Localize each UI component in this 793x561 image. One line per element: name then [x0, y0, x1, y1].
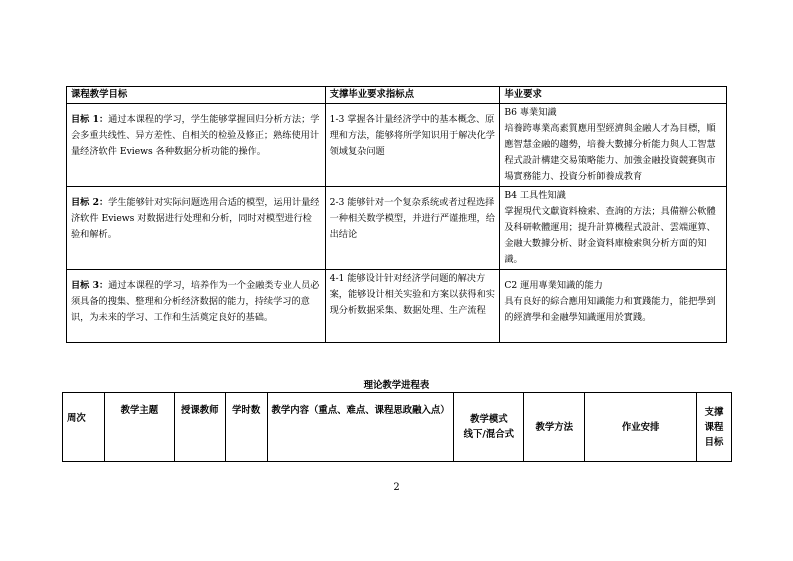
header-course-objectives: 课程教学目标 — [67, 87, 326, 104]
header-hours: 学时数 — [225, 393, 267, 462]
table-row — [67, 187, 727, 270]
schedule-title: 理论教学进程表 — [363, 380, 430, 391]
header-method: 教学方法 — [524, 393, 585, 462]
schedule-header-row — [63, 393, 732, 462]
requirement-text: 培養跨專業高素質應用型經濟與金融人才為目標，順應智慧金融的趨勢，培養大數據分析能力與人工智慧程式設計構建交易策略能力、加強金融投資競賽與市場實務能力、投資分析師養成教育 — [504, 123, 716, 182]
header-indicator-points: 支撑毕业要求指标点 — [325, 87, 500, 104]
table-row — [67, 104, 727, 187]
requirement-cell — [500, 270, 727, 343]
objective-text: 通过本课程的学习，培养作为一个金融类专业人员必须具备的搜集、整理和分析经济数据的能力，持续学习的意识，为未来的学习、工作和生活奠定良好的基础。 — [71, 280, 320, 323]
header-support-line3: 目标 — [704, 436, 724, 448]
header-support-line1: 支撑 — [704, 406, 724, 418]
objective-text: 通过本课程的学习，学生能够掌握回归分析方法；学会多重共线性、异方差性、自相关的检验及修正；熟练使用计量经济软件 Eviews 各种数据分析功能的操作。 — [71, 114, 320, 157]
indicator-cell: 2-3 能够针对一个复杂系统或者过程选择一种相关数学模型，并进行严谨推理，给出结论 — [325, 187, 500, 270]
header-mode-line2: 线下/混合式 — [463, 429, 514, 440]
requirement-text: 掌握現代文獻資料檢索、查詢的方法；具備辦公軟體及科研軟體運用；提升計算機程式設計、雲端運算、金融大數據分析、財金資料庫檢索與分析方面的知 識。 — [504, 206, 716, 265]
header-support-line2: 课程 — [704, 421, 724, 433]
requirement-cell — [500, 187, 727, 270]
header-week: 周次 — [63, 393, 105, 462]
header-teacher: 授课教师 — [174, 393, 225, 462]
requirement-title: B6 專業知識 — [504, 107, 557, 118]
objective-text: 学生能够针对实际问题选用合适的模型，运用计量经济软件 Eviews 对数据进行处理和分析，同时对模型进行检验和解析。 — [71, 197, 320, 240]
objective-cell — [67, 187, 326, 270]
requirement-title: C2 運用專業知識的能力 — [504, 280, 603, 291]
table-row — [67, 270, 727, 343]
requirement-text: 具有良好的綜合應用知識能力和實踐能力，能把學到的經濟學和金融學知識運用於實踐。 — [504, 296, 716, 323]
objective-cell — [67, 104, 326, 187]
indicator-cell: 4-1 能够设计针对经济学问题的解决方案，能够设计相关实验和方案以获得和实现分析数据采集、数据处理、生产流程 — [325, 270, 500, 343]
objective-label: 目标 1： — [71, 114, 109, 125]
header-content: 教学内容（重点、难点、课程思政融入点） — [267, 393, 454, 462]
requirement-title: B4 工具性知識 — [504, 190, 566, 201]
header-support-objective — [696, 393, 731, 462]
page-number: 2 — [393, 482, 400, 493]
objective-label: 目标 3： — [71, 280, 109, 291]
header-theme: 教学主题 — [104, 393, 174, 462]
requirement-cell — [500, 104, 727, 187]
header-mode-line1: 教学模式 — [470, 414, 508, 425]
objectives-table — [66, 86, 727, 343]
objective-label: 目标 2： — [71, 197, 109, 208]
schedule-table — [62, 392, 732, 462]
header-homework: 作业安排 — [585, 393, 697, 462]
objective-cell — [67, 270, 326, 343]
indicator-cell: 1-3 掌握各计量经济学中的基本概念、原理和方法，能够将所学知识用于解决化学领域复杂问题 — [325, 104, 500, 187]
objectives-header-row — [67, 87, 727, 104]
header-teaching-mode — [454, 393, 524, 462]
header-graduation-requirements: 毕业要求 — [500, 87, 727, 104]
